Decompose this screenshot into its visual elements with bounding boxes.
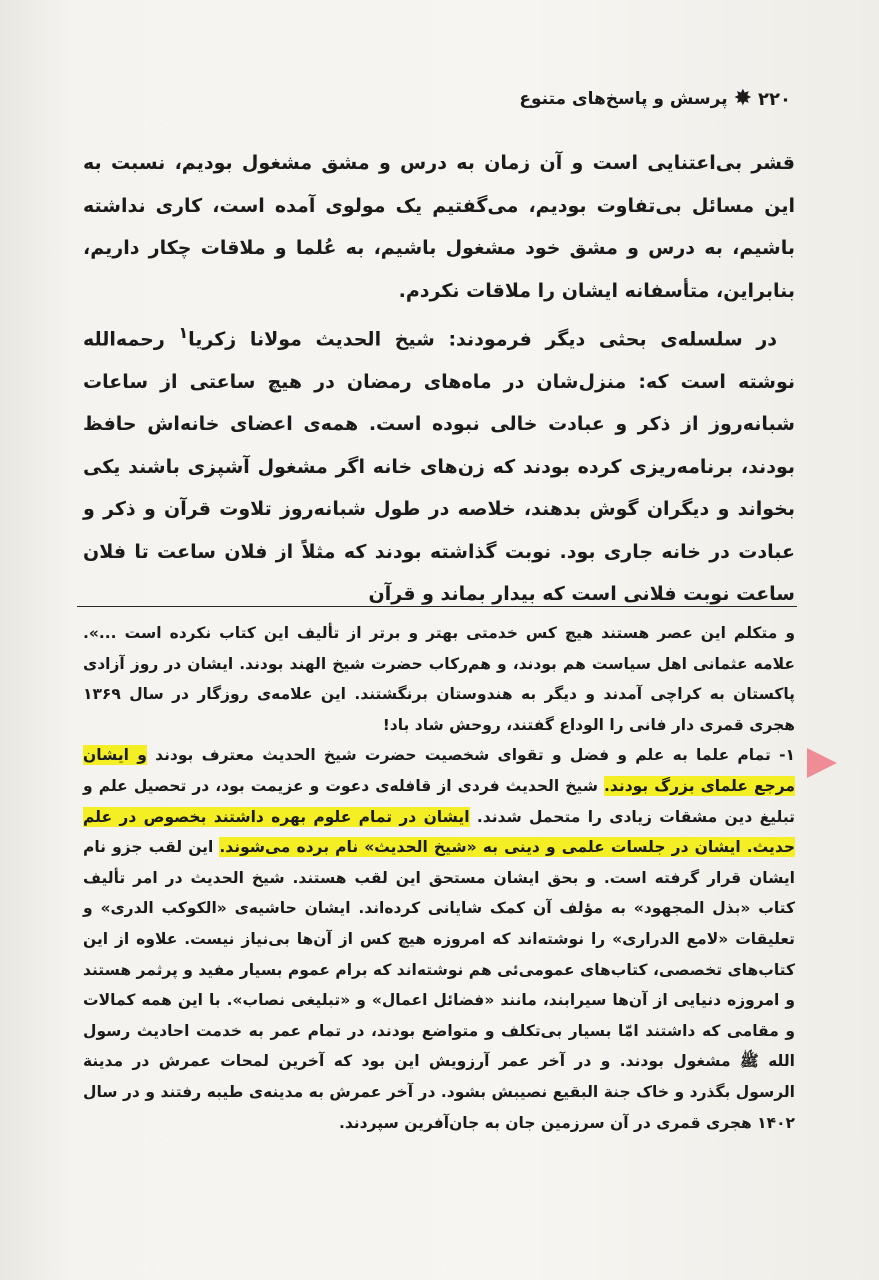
footnote-1-text-b: شیخ الحدیث فردی از قافله‌ی دعوت و عزیمت بود، در تحصیل علم و تبلیغ دین مشقات زیادی را متحمل شدند. — [83, 776, 795, 826]
pink-marker-arrow-icon — [807, 748, 837, 778]
star-ornament-icon: ✸ — [733, 86, 753, 111]
highlighted-text-1: و ایشان مرجع علمای بزرگ بودند. — [83, 746, 795, 795]
footnote-1-text-a: ۱- تمام علما به علم و فضل و تقوای شخصیت حضرت شیخ الحدیث معترف بودند — [155, 746, 795, 765]
footnotes — [83, 618, 795, 1138]
footnote-divider — [77, 606, 797, 607]
paragraph-1: قشر بی‌اعتنایی است و آن زمان به درس و مشق مشغول بودیم، نسبت به این مسائل بی‌تفاوت بودیم، می‌گفتیم یک مولوی آمده است، کاری نداشته باشیم، به درس و مشق خود مشغول باشیم، به عُلما و ملاقات چکار داریم، بنابراین، متأسفانه ایشان را ملاقات نکردم. — [83, 152, 795, 302]
running-title: پرسش و پاسخ‌های متنوع — [519, 89, 728, 109]
footnote-1-text-c: این لقب جزو نام ایشان قرار گرفته است. و بحق ایشان مستحق این لقب هستند. شیخ الحدیث در امر تألیف کتاب «بذل المجهود» به مؤلف آن کمک شایانی کرده‌اند. ایشان حاشیه‌ی «الکوکب الدری» و تعلیقات «لامع الدراری» را نوشته‌اند که امروزه هیچ کس از آن‌ها بی‌نیاز نیست. علاوه از این کتاب‌های تخصصی، کتاب‌های عمومی‌ئی هم نوشته‌اند که برام عموم بسیار مفید و پرثمر هستند و امروزه دنیایی از آن‌ها سیرابند، مانند «فضائل اعمال» و «تبلیغی نصاب». با این همه کمالات و مقامی که داشتند امّا بسیار بی‌تکلف و متواضع بودند، در تمام عمر به خدمت احادیث رسول الله ﷺ مشغول بودند. و در آخر عمر آرزویش این بود که آخرین لمحات عمرش در مدینة الرسول بگذرد و خاک جنة البقیع نصیبش بشود. در آخر عمرش به مدینه‌ی طیبه رفتند و در سال ۱۴۰۲ هجری قمری در آن سرزمین جان به جان‌آفرین سپردند. — [83, 838, 795, 1132]
page-header — [519, 84, 791, 114]
paragraph-2 — [83, 312, 795, 616]
page-number: ۲۲۰ — [758, 88, 791, 110]
footnote-1 — [83, 740, 795, 1138]
highlighted-text-2: ایشان در تمام علوم بهره داشتند بخصوص در علم حدیث. ایشان در جلسات علمی و دینی به «شیخ الحدیث» نام برده می‌شوند. — [83, 807, 795, 857]
main-text — [83, 142, 795, 616]
footnote-reference: ۱ — [178, 323, 189, 342]
paragraph-2-start: در سلسله‌ی بحثی دیگر فرمودند: شیخ الحدیث مولانا زکریا — [188, 328, 778, 351]
footnote-continuation: و متکلم این عصر هستند هیچ کس خدمتی بهتر و برتر از تألیف این کتاب نکرده است ...». علامه عثمانی اهل سیاست هم بودند، و هم‌رکاب حضرت شیخ الهند بودند. ایشان در روز آزادی پاکستان به کراچی آمدند و دیگر به هندوستان برنگشتند. این علامه‌ی روزگار در سال ۱۳۶۹ هجری قمری دار فانی را الوداع گفتند، روحش شاد باد! — [83, 624, 795, 734]
paragraph-2-rest: رحمه‌الله نوشته است که: منزل‌شان در ماه‌های رمضان در هیچ ساعتی از ساعات شبانه‌روز از ذکر و عبادت خالی نبوده است. همه‌ی اعضای خانه‌اش حافظ بودند، برنامه‌ریزی کرده بودند که زن‌های خانه اگر مشغول آشپزی باشند یکی بخواند و دیگران گوش بدهند، خلاصه در طول شبانه‌روز تلاوت قرآن و ذکر و عبادت در خانه جاری بود. نوبت گذاشته بودند که مثلاً از فلان ساعت تا فلان ساعت نوبت فلانی است که بیدار بماند و قرآن — [83, 328, 795, 606]
